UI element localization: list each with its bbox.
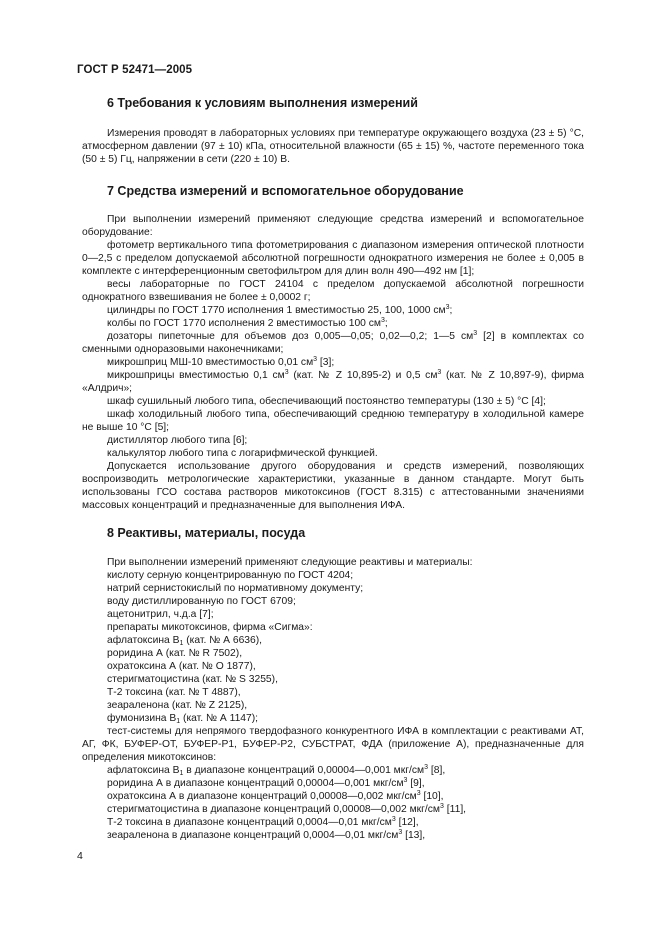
equipment-dispensers: дозаторы пипеточные для объемов доз 0,005—0,05; 0,02—0,2; 1—5 $см^3$ [2] в комплектах со сменными одноразовыми наконечниками; [82, 330, 585, 355]
equipment-msh: микрошприц МШ-10 вместимостью 0,01 $см^3$ [3]; [107, 356, 335, 368]
range-item: зеараленона в диапазоне концентраций 0,0004—0,01 мкг/$см^3$ [13], [107, 829, 426, 841]
toxin-fumonisin: фумонизина $В_1$ (кат. № А 1147); [107, 713, 259, 725]
test-systems: тест-системы для непрямого твердофазного конкурентного ИФА в комплектации с реактивами АТ, АГ, ФК, БУФЕР-ОТ, БУФЕР-Р1, БУФЕР-Р2, СУБСТРАТ, ФДА (приложение А), предназначенные для определения микотоксинов: [82, 726, 584, 763]
equipment-scales: весы лабораторные по ГОСТ 24104 с пределом допускаемой абсолютной погрешности однократного взвешивания не более ± 0,0002 г; [82, 279, 584, 303]
equipment-note: Допускается использование другого оборудования и средств измерений, позволяющих воспроизводить метрологические характеристики, указанные в данном стандарте. Могут быть использованы ГСО состава растворов микотоксинов (ГОСТ 8.315) с аттестованными значениями массовых концентраций и предназначенные для выполнения ИФА. [82, 461, 584, 511]
toxin-item: стеригматоцистина (кат. № S 3255), [107, 674, 278, 685]
equipment-calculator: калькулятор любого типа с логарифмической функцией. [107, 448, 378, 459]
section-7-body [82, 213, 584, 512]
section-7-heading: 7 Средства измерений и вспомогательное оборудование [107, 184, 464, 198]
equipment-photometer: фотометр вертикального типа фотометрирования с диапазоном измерения оптической плотности 0—2,5 с пределом допускаемой абсолютной погрешности однократного измерения не более ± 0,005 в комплекте с интерференционным светофильтром для длин волн 490—492 нм [1]; [82, 240, 584, 277]
section-6-body [82, 127, 584, 166]
toxin-aflatoxin: афлатоксина $В_1$ (кат. № А 6636), [107, 635, 263, 647]
equipment-cold-cabinet: шкаф холодильный любого типа, обеспечивающий среднюю температуру в холодильной камере не выше 10 °С [5]; [82, 409, 584, 433]
page-number: 4 [77, 850, 83, 862]
section-8-body [82, 556, 584, 842]
equipment-microsyringes: микрошприцы вместимостью 0,1 $см^3$ (кат. № Z 10,895-2) и 0,5 $см^3$ (кат. № Z 10,897-9), фирма «Алдрич»; [82, 369, 584, 394]
toxin-item: роридина А (кат. № R 7502), [107, 648, 243, 659]
equipment-intro: При выполнении измерений применяют следующие средства измерений и вспомогательное оборудование: [82, 214, 584, 238]
list-item: кислоту серную концентрированную по ГОСТ 4204; [107, 570, 354, 581]
equipment-cylinders: цилиндры по ГОСТ 1770 исполнения 1 вместимостью 25, 100, 1000 $см^3$; [107, 304, 453, 316]
range-item: охратоксина А в диапазоне концентраций 0,00008—0,002 мкг/$см^3$ [10], [107, 790, 444, 802]
section-8-heading: 8 Реактивы, материалы, посуда [107, 526, 306, 540]
range-item: Т-2 токсина в диапазоне концентраций 0,0004—0,01 мкг/$см^3$ [12], [107, 816, 419, 828]
range-item: стеригматоцистина в диапазоне концентраций 0,00008—0,002 мкг/$см^3$ [11], [107, 803, 467, 815]
reagents-intro: При выполнении измерений применяют следующие реактивы и материалы: [107, 557, 473, 568]
toxin-item: Т-2 токсина (кат. № Т 4887), [107, 687, 241, 698]
range-item: роридина А в диапазоне концентраций 0,00004—0,001 мкг/$см^3$ [9], [107, 777, 425, 789]
equipment-drying-cabinet: шкаф сушильный любого типа, обеспечивающий постоянство температуры (130 ± 5) °С [4]; [107, 396, 546, 407]
conditions-paragraph: Измерения проводят в лабораторных условиях при температуре окружающего воздуха (23 ± 5) °С, атмосферном давлении (97 ± 10) кПа, относительной влажности (65 ± 15) %, частоте переменного тока (50 ± 5) Гц, напряжении в сети (220 ± 10) В. [82, 128, 584, 165]
range-aflatoxin: афлатоксина $В_1$ в диапазоне концентраций 0,00004—0,001 мкг/$см^3$ [8], [107, 764, 446, 777]
list-item: воду дистиллированную по ГОСТ 6709; [107, 596, 296, 607]
section-6-heading: 6 Требования к условиям выполнения измерений [107, 96, 418, 110]
equipment-flasks: колбы по ГОСТ 1770 исполнения 2 вместимостью 100 $см^3$; [107, 317, 388, 329]
standard-number: ГОСТ Р 52471—2005 [77, 64, 193, 76]
list-item: ацетонитрил, ч.д.а [7]; [107, 609, 214, 620]
list-item: препараты микотоксинов, фирма «Сигма»: [107, 622, 313, 633]
toxin-item: охратоксина А (кат. № О 1877), [107, 661, 256, 672]
list-item: натрий сернистокислый по нормативному документу; [107, 583, 364, 594]
toxin-item: зеараленона (кат. № Z 2125), [107, 700, 248, 711]
equipment-distiller: дистиллятор любого типа [6]; [107, 435, 248, 446]
